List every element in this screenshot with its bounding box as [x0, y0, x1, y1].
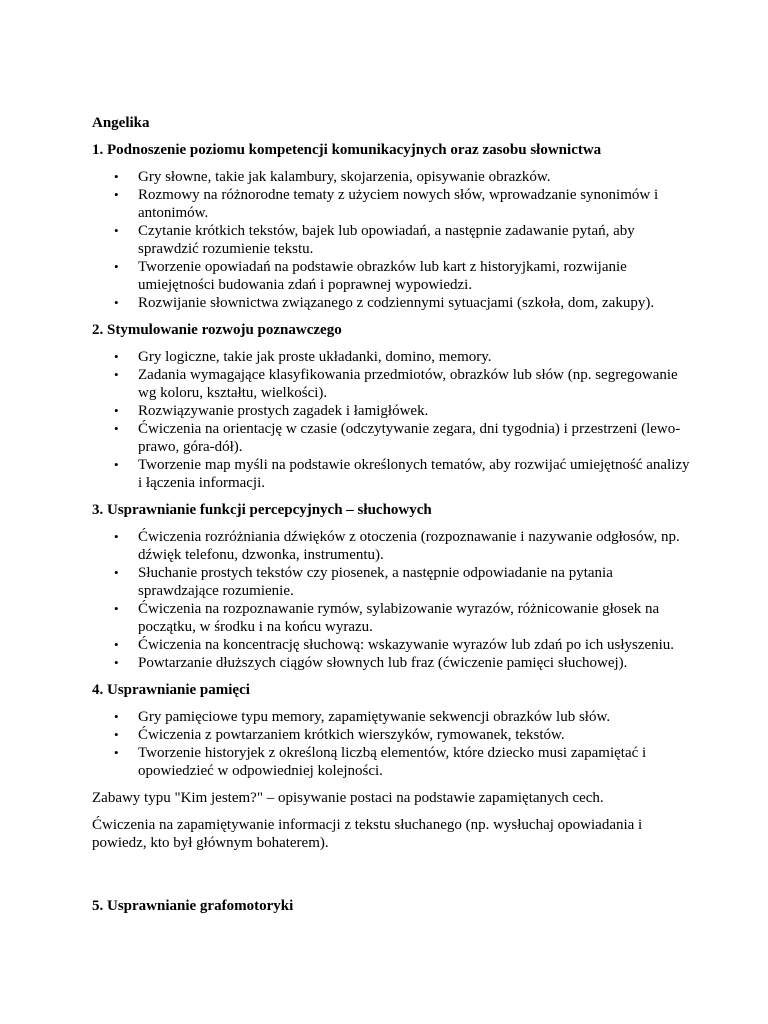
- bullet-icon: •: [114, 295, 119, 310]
- list-item-text: Ćwiczenia na orientację w czasie (odczytywanie zegara, dni tygodnia) i przestrzeni (lewo-prawo, góra-dół).: [138, 421, 681, 455]
- list-item: [92, 294, 692, 312]
- list-item: [92, 402, 692, 420]
- bullet-icon: •: [114, 637, 119, 652]
- list-item: [92, 744, 692, 780]
- section-list-1: [92, 168, 692, 312]
- bullet-icon: •: [114, 727, 119, 742]
- list-item: [92, 564, 692, 600]
- bullet-icon: •: [114, 421, 119, 436]
- list-item-text: Słuchanie prostych tekstów czy piosenek, a następnie odpowiadanie na pytania sprawdzające rozumienie.: [138, 565, 613, 599]
- list-item: [92, 726, 692, 744]
- list-item-text: Tworzenie historyjek z określoną liczbą elementów, które dziecko musi zapamiętać i opowiedzieć w odpowiedniej kolejności.: [138, 745, 647, 779]
- bullet-icon: •: [114, 349, 119, 364]
- list-item: [92, 366, 692, 402]
- list-item-text: Tworzenie map myśli na podstawie określonych tematów, aby rozwijać umiejętność analizy i łączenia informacji.: [138, 457, 690, 491]
- section-list-4: [92, 708, 692, 780]
- section-list-3: [92, 528, 692, 672]
- section-heading-4: 4. Usprawnianie pamięci: [92, 682, 250, 698]
- list-item-text: Ćwiczenia rozróżniania dźwięków z otoczenia (rozpoznawanie i nazywanie odgłosów, np. dźwięk telefonu, dzwonka, instrumentu).: [138, 529, 680, 563]
- list-item-text: Rozmowy na różnorodne tematy z użyciem nowych słów, wprowadzanie synonimów i antonimów.: [138, 187, 659, 221]
- bullet-icon: •: [114, 709, 119, 724]
- list-item: [92, 258, 692, 294]
- section-list-2: [92, 348, 692, 492]
- section-heading-2: 2. Stymulowanie rozwoju poznawczego: [92, 322, 342, 338]
- list-item-text: Ćwiczenia na rozpoznawanie rymów, sylabizowanie wyrazów, różnicowanie głosek na początku, w środku i na końcu wyrazu.: [138, 601, 660, 635]
- list-item-text: Zadania wymagające klasyfikowania przedmiotów, obrazków lub słów (np. segregowanie wg koloru, kształtu, wielkości).: [138, 367, 678, 401]
- paragraph-kim-jestem: Zabawy typu "Kim jestem?" – opisywanie postaci na podstawie zapamiętanych cech.: [92, 790, 604, 806]
- list-item-text: Gry logiczne, takie jak proste układanki, domino, memory.: [138, 349, 492, 365]
- list-item: [92, 528, 692, 564]
- list-item-text: Rozwijanie słownictwa związanego z codziennymi sytuacjami (szkoła, dom, zakupy).: [138, 295, 655, 311]
- list-item: [92, 186, 692, 222]
- bullet-icon: •: [114, 169, 119, 184]
- document-author-name: Angelika: [92, 115, 150, 131]
- paragraph-listening-memory: Ćwiczenia na zapamiętywanie informacji z tekstu słuchanego (np. wysłuchaj opowiadania i powiedz, kto był głównym bohaterem).: [92, 817, 643, 851]
- list-item-text: Ćwiczenia na koncentrację słuchową: wskazywanie wyrazów lub zdań po ich usłyszeniu.: [138, 637, 675, 653]
- bullet-icon: •: [114, 529, 119, 544]
- list-item: [92, 636, 692, 654]
- bullet-icon: •: [114, 601, 119, 616]
- bullet-icon: •: [114, 187, 119, 202]
- list-item-text: Czytanie krótkich tekstów, bajek lub opowiadań, a następnie zadawanie pytań, aby sprawdzić rozumienie tekstu.: [138, 223, 635, 257]
- bullet-icon: •: [114, 259, 119, 274]
- bullet-icon: •: [114, 565, 119, 580]
- bullet-icon: •: [114, 403, 119, 418]
- list-item-text: Tworzenie opowiadań na podstawie obrazków lub kart z historyjkami, rozwijanie umiejętności budowania zdań i poprawnej wypowiedzi.: [138, 259, 627, 293]
- bullet-icon: •: [114, 223, 119, 238]
- list-item-text: Ćwiczenia z powtarzaniem krótkich wierszyków, rymowanek, tekstów.: [138, 727, 565, 743]
- list-item-text: Gry pamięciowe typu memory, zapamiętywanie sekwencji obrazków lub słów.: [138, 709, 611, 725]
- bullet-icon: •: [114, 457, 119, 472]
- list-item: [92, 456, 692, 492]
- section-heading-5: 5. Usprawnianie grafomotoryki: [92, 898, 294, 914]
- list-item: [92, 708, 692, 726]
- section-heading-1: 1. Podnoszenie poziomu kompetencji komunikacyjnych oraz zasobu słownictwa: [92, 142, 602, 158]
- list-item: [92, 600, 692, 636]
- list-item-text: Rozwiązywanie prostych zagadek i łamigłówek.: [138, 403, 429, 419]
- bullet-icon: •: [114, 367, 119, 382]
- list-item-text: Powtarzanie dłuższych ciągów słownych lub fraz (ćwiczenie pamięci słuchowej).: [138, 655, 628, 671]
- list-item-text: Gry słowne, takie jak kalambury, skojarzenia, opisywanie obrazków.: [138, 169, 551, 185]
- document-page: [92, 114, 692, 924]
- section-heading-3: 3. Usprawnianie funkcji percepcyjnych – słuchowych: [92, 502, 432, 518]
- list-item: [92, 348, 692, 366]
- list-item: [92, 420, 692, 456]
- list-item: [92, 168, 692, 186]
- bullet-icon: •: [114, 745, 119, 760]
- list-item: [92, 654, 692, 672]
- bullet-icon: •: [114, 655, 119, 670]
- blank-space: [92, 861, 692, 897]
- list-item: [92, 222, 692, 258]
